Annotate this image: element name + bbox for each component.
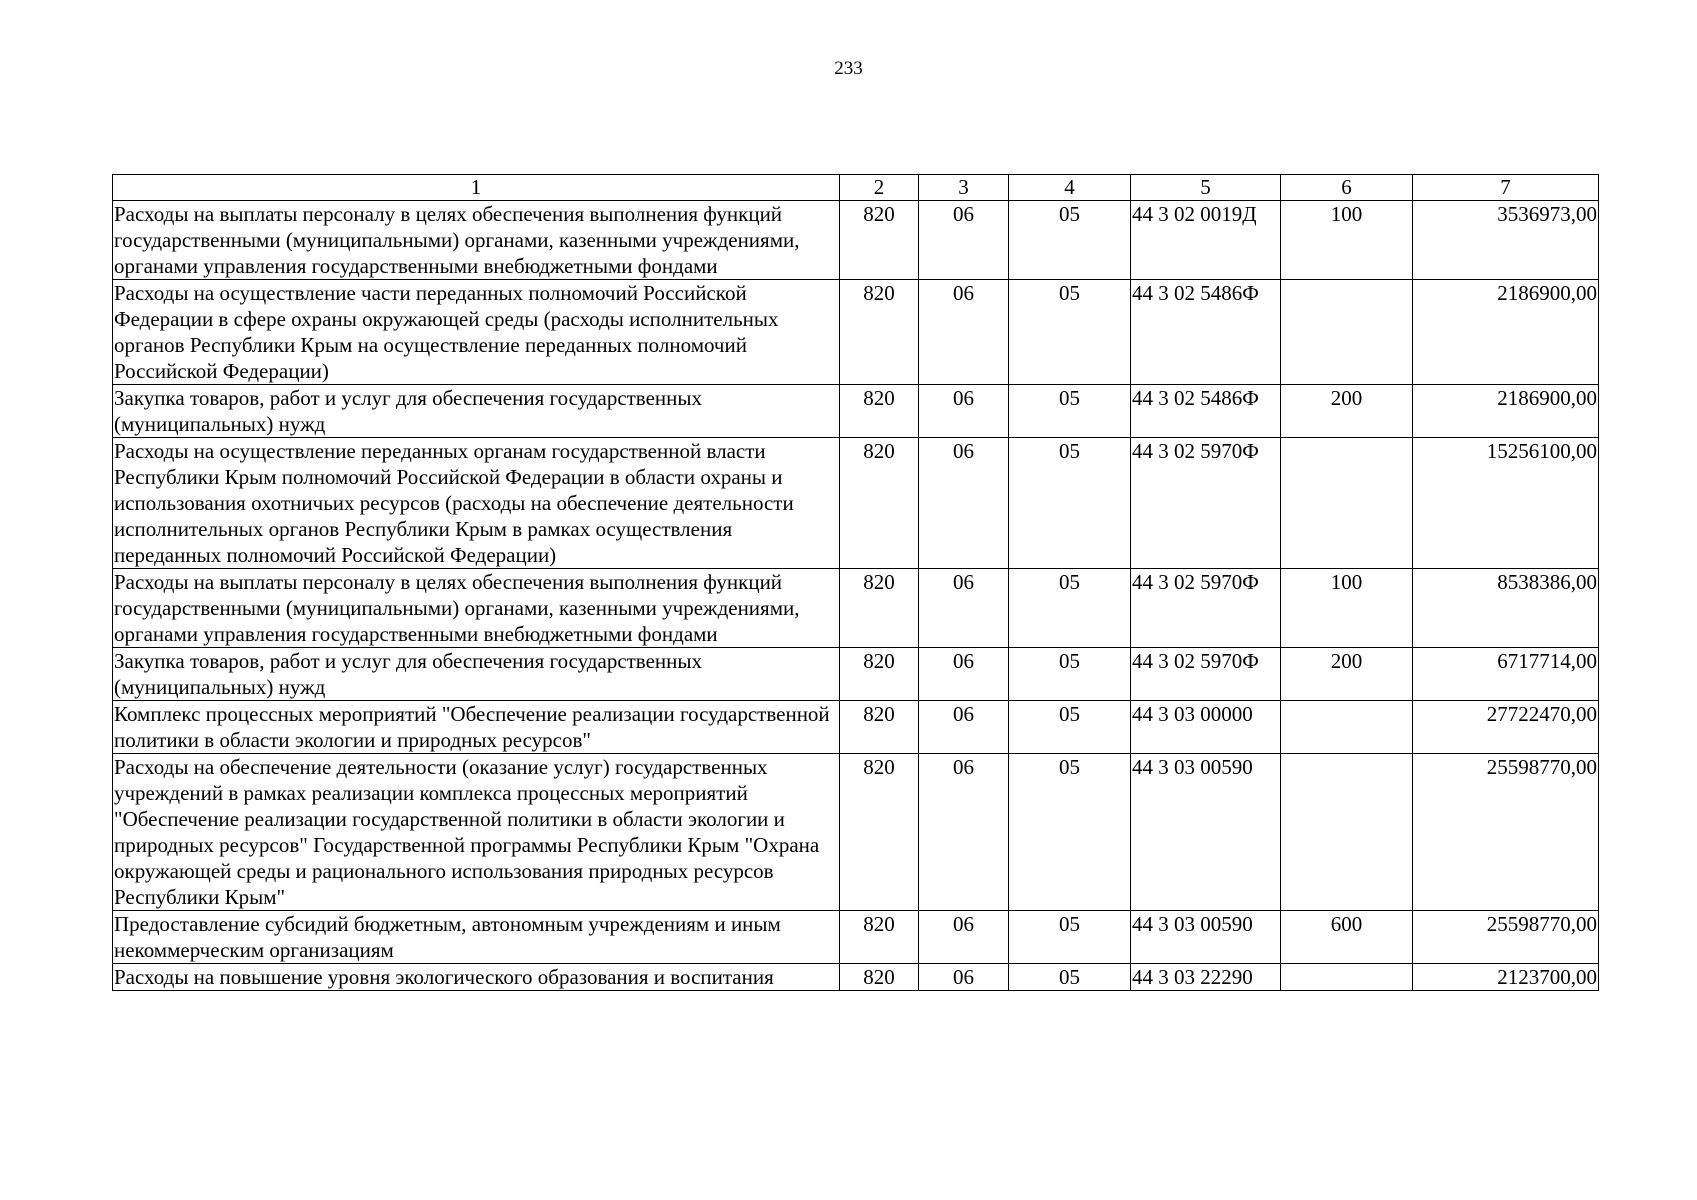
row-description: Расходы на обеспечение деятельности (оказание услуг) государственных учреждений в рамках реализации комплекса процессных мероприятий "Обеспечение реализации государственной политики в области экологии и природных ресурсов" Государственной программы Республики Крым "Охрана окружающей среды и рационального использования природных ресурсов Республики Крым": [113, 754, 840, 911]
header-col-6: 6: [1281, 175, 1413, 201]
row-description: Закупка товаров, работ и услуг для обеспечения государственных (муниципальных) нужд: [113, 385, 840, 438]
row-col-2: 820: [840, 438, 919, 569]
row-col-4: 05: [1009, 385, 1131, 438]
row-description: Закупка товаров, работ и услуг для обеспечения государственных (муниципальных) нужд: [113, 648, 840, 701]
row-col-2: 820: [840, 201, 919, 280]
row-col-4: 05: [1009, 754, 1131, 911]
row-col-3: 06: [919, 280, 1009, 385]
table-row: [113, 569, 1599, 648]
table-row: [113, 201, 1599, 280]
row-amount: 25598770,00: [1413, 911, 1599, 964]
row-col-4: 05: [1009, 280, 1131, 385]
row-col-6: 100: [1281, 569, 1413, 648]
row-description: Расходы на выплаты персоналу в целях обеспечения выполнения функций государственными (муниципальными) органами, казенными учреждениями, органами управления государственными внебюджетными фондами: [113, 569, 840, 648]
row-col-6: [1281, 701, 1413, 754]
row-col-5: 44 3 03 00590: [1131, 911, 1281, 964]
row-amount: 2186900,00: [1413, 280, 1599, 385]
budget-table: [112, 174, 1599, 991]
header-col-7: 7: [1413, 175, 1599, 201]
row-col-3: 06: [919, 569, 1009, 648]
row-col-2: 820: [840, 701, 919, 754]
row-col-5: 44 3 02 0019Д: [1131, 201, 1281, 280]
row-col-6: 100: [1281, 201, 1413, 280]
row-col-3: 06: [919, 701, 1009, 754]
row-col-3: 06: [919, 754, 1009, 911]
row-col-2: 820: [840, 385, 919, 438]
row-col-6: [1281, 964, 1413, 991]
row-col-4: 05: [1009, 438, 1131, 569]
header-row: [113, 175, 1599, 201]
table-row: [113, 438, 1599, 569]
row-col-5: 44 3 02 5970Ф: [1131, 438, 1281, 569]
row-col-5: 44 3 03 00000: [1131, 701, 1281, 754]
row-col-2: 820: [840, 911, 919, 964]
header-col-5: 5: [1131, 175, 1281, 201]
row-col-3: 06: [919, 648, 1009, 701]
row-col-5: 44 3 03 00590: [1131, 754, 1281, 911]
row-amount: 6717714,00: [1413, 648, 1599, 701]
row-col-3: 06: [919, 201, 1009, 280]
row-col-3: 06: [919, 385, 1009, 438]
row-amount: 2123700,00: [1413, 964, 1599, 991]
header-col-2: 2: [840, 175, 919, 201]
row-col-2: 820: [840, 280, 919, 385]
row-amount: 15256100,00: [1413, 438, 1599, 569]
row-description: Расходы на повышение уровня экологического образования и воспитания: [113, 964, 840, 991]
row-description: Комплекс процессных мероприятий "Обеспечение реализации государственной политики в области экологии и природных ресурсов": [113, 701, 840, 754]
header-col-4: 4: [1009, 175, 1131, 201]
row-col-6: [1281, 280, 1413, 385]
row-description: Расходы на выплаты персоналу в целях обеспечения выполнения функций государственными (муниципальными) органами, казенными учреждениями, органами управления государственными внебюджетными фондами: [113, 201, 840, 280]
table-header: [113, 175, 1599, 201]
header-col-1: 1: [113, 175, 840, 201]
row-col-6: [1281, 754, 1413, 911]
row-col-5: 44 3 02 5486Ф: [1131, 280, 1281, 385]
row-amount: 3536973,00: [1413, 201, 1599, 280]
row-amount: 25598770,00: [1413, 754, 1599, 911]
row-col-4: 05: [1009, 201, 1131, 280]
table-row: [113, 648, 1599, 701]
row-col-4: 05: [1009, 648, 1131, 701]
row-col-3: 06: [919, 964, 1009, 991]
row-description: Расходы на осуществление переданных органам государственной власти Республики Крым полномочий Российской Федерации в области охраны и использования охотничьих ресурсов (расходы на обеспечение деятельности исполнительных органов Республики Крым в рамках осуществления переданных полномочий Российской Федерации): [113, 438, 840, 569]
header-col-3: 3: [919, 175, 1009, 201]
table-row: [113, 911, 1599, 964]
table-row: [113, 385, 1599, 438]
row-amount: 27722470,00: [1413, 701, 1599, 754]
table-row: [113, 280, 1599, 385]
row-description: Предоставление субсидий бюджетным, автономным учреждениям и иным некоммерческим организациям: [113, 911, 840, 964]
row-col-2: 820: [840, 754, 919, 911]
row-col-5: 44 3 02 5970Ф: [1131, 569, 1281, 648]
row-col-6: 200: [1281, 648, 1413, 701]
row-description: Расходы на осуществление части переданных полномочий Российской Федерации в сфере охраны окружающей среды (расходы исполнительных органов Республики Крым на осуществление переданных полномочий Российской Федерации): [113, 280, 840, 385]
row-col-6: [1281, 438, 1413, 569]
row-col-4: 05: [1009, 701, 1131, 754]
row-col-6: 200: [1281, 385, 1413, 438]
row-col-4: 05: [1009, 964, 1131, 991]
row-col-3: 06: [919, 911, 1009, 964]
row-col-2: 820: [840, 964, 919, 991]
table-row: [113, 754, 1599, 911]
row-col-6: 600: [1281, 911, 1413, 964]
row-col-3: 06: [919, 438, 1009, 569]
row-col-4: 05: [1009, 569, 1131, 648]
table-body: [113, 201, 1599, 991]
row-col-2: 820: [840, 569, 919, 648]
table-row: [113, 964, 1599, 991]
row-col-5: 44 3 03 22290: [1131, 964, 1281, 991]
row-col-5: 44 3 02 5486Ф: [1131, 385, 1281, 438]
row-amount: 8538386,00: [1413, 569, 1599, 648]
table-row: [113, 701, 1599, 754]
row-col-2: 820: [840, 648, 919, 701]
row-amount: 2186900,00: [1413, 385, 1599, 438]
row-col-5: 44 3 02 5970Ф: [1131, 648, 1281, 701]
row-col-4: 05: [1009, 911, 1131, 964]
page-number: 233: [834, 58, 863, 79]
